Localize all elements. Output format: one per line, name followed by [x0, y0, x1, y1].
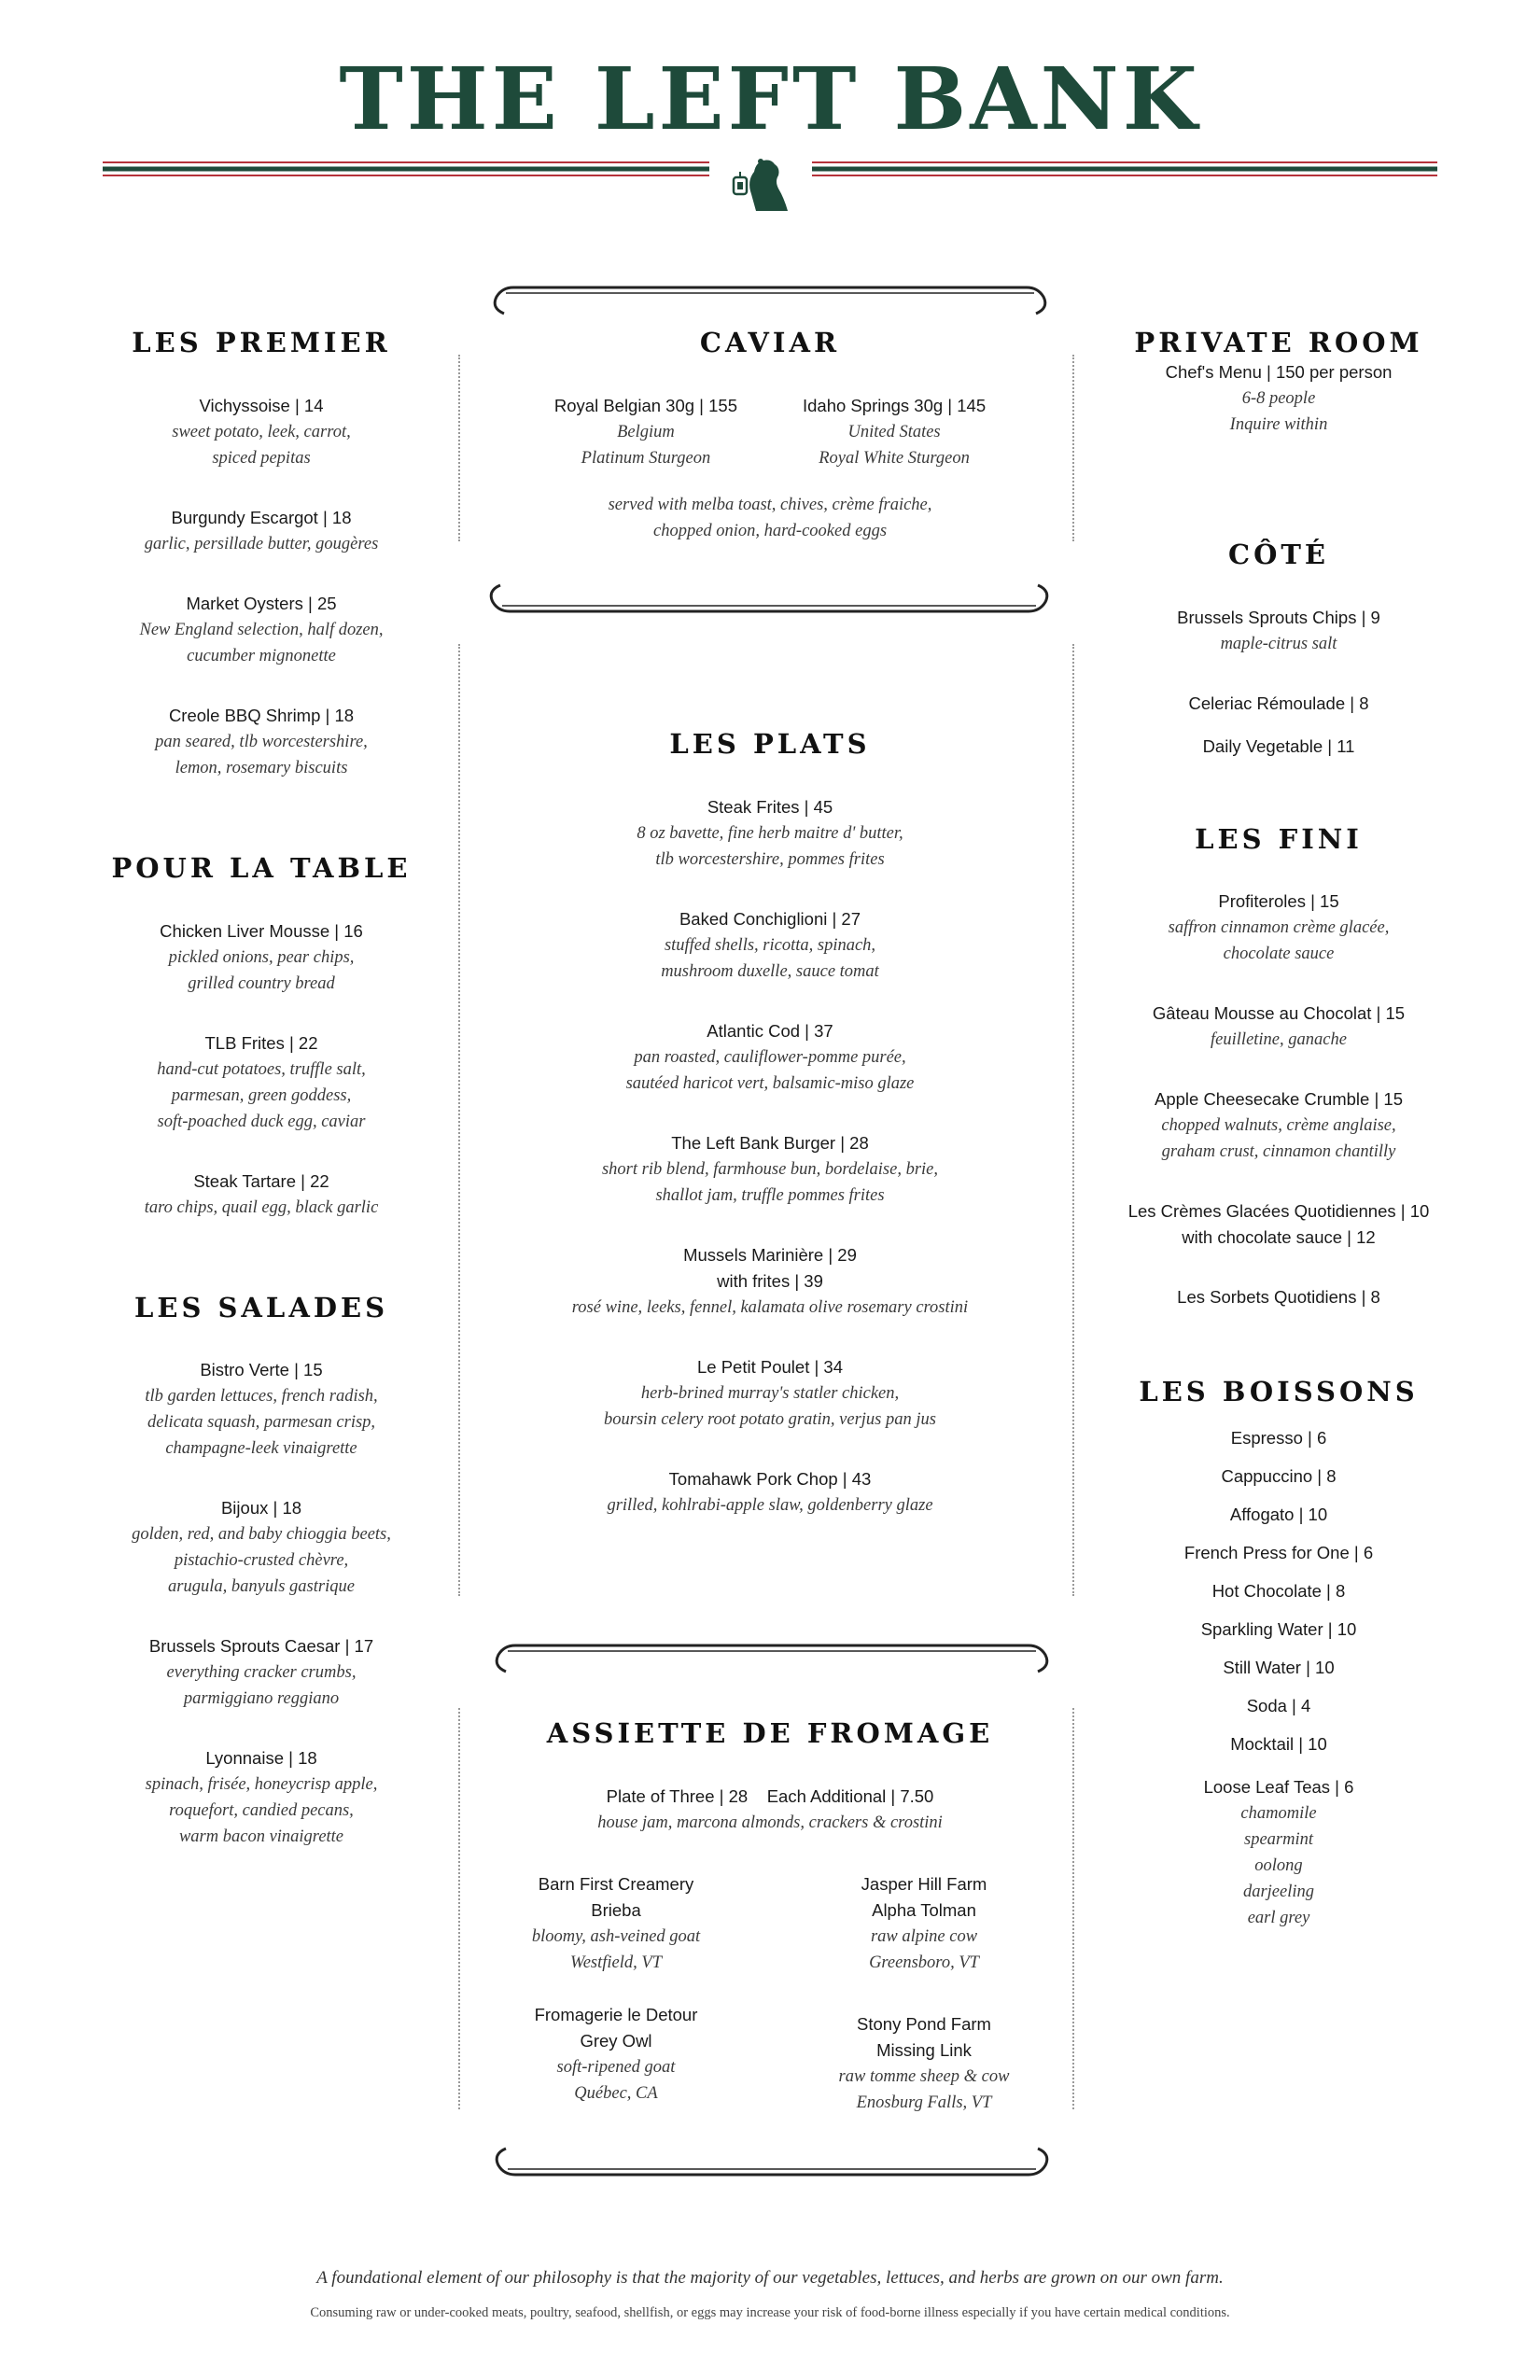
item-desc: 8 oz bavette, fine herb maitre d' butter, tlb worcestershire, pommes frites [637, 823, 903, 869]
menu-item [467, 1466, 1073, 1519]
item-desc: grilled, kohlrabi-apple slaw, goldenberry glaze [607, 1495, 933, 1515]
item-desc: short rib blend, farmhouse bun, bordelaise, brie, shallot jam, truffle pommes frites [601, 1159, 939, 1205]
item-desc: chamomile spearmint oolong darjeeling earl grey [1240, 1804, 1317, 1928]
section-heading: LES PLATS [669, 728, 871, 760]
fromage-pricing: Plate of Three | 28 Each Additional | 7.50 [606, 1785, 934, 1806]
item-name: Chicken Liver Mousse | 16 [160, 920, 363, 941]
drink-item: Sparkling Water | 10 [1200, 1619, 1357, 1640]
menu-item [1101, 889, 1456, 967]
section-les-boissons [1101, 1376, 1456, 1931]
bear-lantern-logo-icon [734, 159, 788, 211]
section-les-salades [93, 1292, 429, 1851]
fromage-top-bracket [487, 1638, 1057, 1685]
item-name: Brussels Sprouts Chips | 9 [1177, 607, 1380, 627]
section-heading: POUR LA TABLE [111, 851, 412, 884]
right-column [1101, 327, 1456, 1931]
fromage-note: house jam, marcona almonds, crackers & crostini [597, 1813, 943, 1832]
drink-item: Cappuccino | 8 [1221, 1466, 1337, 1487]
item-name: Steak Frites | 45 [707, 796, 833, 817]
item-desc: stuffed shells, ricotta, spinach, mushroom duxelle, sauce tomat [661, 935, 879, 981]
menu-item [1101, 1086, 1456, 1165]
item-desc: raw alpine cow Greensboro, VT [869, 1926, 979, 1972]
private-room-desc: 6-8 people Inquire within [1229, 388, 1328, 434]
item-name: Atlantic Cod | 37 [707, 1020, 833, 1041]
caviar-bottom-bracket [482, 574, 1057, 621]
menu-item [467, 794, 1073, 873]
item-desc: herb-brined murray's statler chicken, boursin celery root potato gratin, verjus pan jus [604, 1383, 936, 1429]
section-cote [1101, 539, 1456, 760]
drink-item: Mocktail | 10 [1230, 1734, 1327, 1755]
menu-item [467, 1242, 1073, 1321]
item-name: Le Petit Poulet | 34 [697, 1356, 843, 1377]
rule-left [103, 162, 709, 175]
drink-item: Hot Chocolate | 8 [1211, 1581, 1346, 1602]
item-name: Burgundy Escargot | 18 [171, 507, 352, 527]
item-desc: soft-ripened goat Québec, CA [556, 2057, 676, 2103]
section-heading: CAVIAR [699, 327, 841, 358]
caviar-list [467, 393, 1073, 471]
item-name: Brussels Sprouts Caesar | 17 [148, 1636, 374, 1657]
section-assiette-de-fromage [467, 1717, 1073, 2116]
cheese-item [784, 2011, 1064, 2116]
item-desc: sweet potato, leek, carrot, spiced pepitas [172, 422, 351, 468]
item-name: Vichyssoise | 14 [199, 395, 324, 415]
item-desc: hand-cut potatoes, truffle salt, parmesan, green goddess, soft-poached duck egg, caviar [157, 1059, 366, 1131]
menu-item [93, 1495, 429, 1600]
item-desc: rosé wine, leeks, fennel, kalamata olive rosemary crostini [571, 1297, 969, 1317]
item-desc: tlb garden lettuces, french radish, delicata squash, parmesan crisp, champagne-leek vinaigrette [145, 1387, 378, 1459]
item-name: Jasper Hill Farm Alpha Tolman [861, 1873, 987, 1920]
item-name: Fromagerie le Detour Grey Owl [534, 2004, 698, 2051]
item-desc: saffron cinnamon crème glacée, chocolate sauce [1168, 918, 1390, 964]
item-desc: pan seared, tlb worcestershire, lemon, rosemary biscuits [155, 732, 368, 777]
item-name: Profiteroles | 15 [1218, 891, 1339, 912]
menu-item [93, 1169, 429, 1221]
menu-item [1101, 734, 1456, 760]
item-name: Loose Leaf Teas | 6 [1203, 1777, 1354, 1798]
section-heading: LES PREMIER [132, 327, 391, 358]
section-caviar [467, 327, 1073, 544]
restaurant-title: THE LEFT BANK [339, 49, 1201, 149]
private-room-pricing: Chef's Menu | 150 per person [1165, 361, 1393, 382]
menu-item [93, 1030, 429, 1135]
item-name: Stony Pond Farm Missing Link [857, 2013, 991, 2060]
item-desc: raw tomme sheep & cow Enosburg Falls, VT [838, 2066, 1010, 2112]
item-desc: feuilletine, ganache [1211, 1030, 1347, 1050]
menu-item [467, 1354, 1073, 1433]
health-warning: Consuming raw or under-cooked meats, poultry, seafood, shellfish, or eggs may increase your risk of food-borne illness especially if you have certain medical conditions. [310, 2305, 1230, 2320]
farm-philosophy-note: A foundational element of our philosophy is that the majority of our vegetables, lettuces, and herbs are grown on our own farm. [316, 2268, 1224, 2288]
item-name: Bistro Verte | 15 [200, 1360, 323, 1380]
menu-item [467, 906, 1073, 985]
item-name: Les Crèmes Glacées Quotidiennes | 10 with chocolate sauce | 12 [1127, 1201, 1430, 1248]
cheese-item [476, 1871, 756, 1976]
rule-right [812, 162, 1437, 175]
menu-item [93, 1357, 429, 1462]
item-desc: pan roasted, cauliflower-pomme purée, sautéed haricot vert, balsamic-miso glaze [625, 1047, 915, 1093]
item-name: Les Sorbets Quotidiens | 8 [1177, 1287, 1380, 1308]
section-heading: CÔTÉ [1227, 538, 1330, 570]
cheese-item [784, 1871, 1064, 1976]
section-les-plats [467, 728, 1073, 1519]
item-desc: spinach, frisée, honeycrisp apple, roquefort, candied pecans, warm bacon vinaigrette [145, 1775, 378, 1847]
cheese-list [467, 1871, 1073, 2116]
item-desc: taro chips, quail egg, black garlic [144, 1197, 379, 1217]
section-les-fini [1101, 823, 1456, 1311]
item-desc: everything cracker crumbs, parmiggiano reggiano [166, 1663, 357, 1709]
fromage-bottom-bracket [487, 2137, 1057, 2184]
section-heading: LES SALADES [133, 1291, 389, 1323]
item-name: Gâteau Mousse au Chocolat | 15 [1152, 1003, 1406, 1024]
item-name: Market Oysters | 25 [186, 593, 337, 613]
menu-item [93, 591, 429, 669]
menu-item [93, 918, 429, 997]
item-desc: bloomy, ash-veined goat Westfield, VT [531, 1926, 701, 1972]
item-name: Celeriac Rémoulade | 8 [1188, 693, 1369, 713]
item-name: The Left Bank Burger | 28 [671, 1132, 869, 1153]
menu-item [93, 703, 429, 781]
item-name: Steak Tartare | 22 [193, 1170, 329, 1191]
menu-item [1101, 1001, 1456, 1053]
menu-item [467, 1130, 1073, 1209]
item-name: Barn First Creamery Brieba [538, 1873, 694, 1920]
drink-item: Affogato | 10 [1229, 1505, 1328, 1525]
drink-item: Soda | 4 [1246, 1696, 1311, 1716]
item-desc: chopped walnuts, crème anglaise, graham crust, cinnamon chantilly [1161, 1116, 1396, 1162]
header-rules [103, 157, 1437, 213]
menu-item [93, 1745, 429, 1850]
item-desc: pickled onions, pear chips, grilled country bread [168, 947, 355, 993]
item-name: Idaho Springs 30g | 145 [803, 395, 987, 415]
menu-item [803, 393, 986, 471]
menu-item [93, 1633, 429, 1712]
menu-item [1101, 691, 1456, 717]
caviar-top-bracket [485, 280, 1055, 327]
item-desc: golden, red, and baby chioggia beets, pistachio-crusted chèvre, arugula, banyuls gastrique [132, 1525, 391, 1597]
menu-item [93, 393, 429, 471]
item-desc: New England selection, half dozen, cucumber mignonette [139, 620, 384, 665]
menu-item [1101, 1284, 1456, 1310]
drink-item: Still Water | 10 [1223, 1658, 1335, 1678]
tea-item [1101, 1774, 1456, 1931]
item-desc: Belgium Platinum Sturgeon [581, 422, 711, 468]
section-private-room [1101, 327, 1456, 438]
item-name: TLB Frites | 22 [204, 1032, 318, 1053]
menu-item [1101, 1198, 1456, 1251]
left-column [93, 327, 429, 1850]
section-heading: PRIVATE ROOM [1134, 327, 1423, 358]
section-pour-la-table [93, 852, 429, 1221]
section-heading: LES BOISSONS [1139, 1376, 1419, 1408]
section-les-premier [93, 327, 429, 781]
column-divider [458, 1708, 460, 2109]
item-name: Apple Cheesecake Crumble | 15 [1154, 1089, 1403, 1110]
menu-item [93, 505, 429, 557]
menu-item [467, 1018, 1073, 1097]
item-name: Royal Belgian 30g | 155 [553, 395, 737, 415]
item-name: Tomahawk Pork Chop | 43 [668, 1468, 872, 1489]
item-name: Lyonnaise | 18 [205, 1748, 317, 1769]
item-desc: maple-citrus salt [1220, 634, 1337, 653]
item-name: Daily Vegetable | 11 [1202, 735, 1355, 756]
item-name: Bijoux | 18 [220, 1498, 302, 1519]
section-heading: ASSIETTE DE FROMAGE [546, 1717, 994, 1749]
menu-item [554, 393, 737, 471]
drink-list [1101, 1425, 1456, 1931]
menu-item [1101, 605, 1456, 657]
item-desc: garlic, persillade butter, gougères [144, 534, 379, 553]
drink-item: French Press for One | 6 [1183, 1543, 1374, 1563]
item-name: Baked Conchiglioni | 27 [679, 908, 861, 929]
item-name: Creole BBQ Shrimp | 18 [168, 705, 355, 725]
drink-item: Espresso | 6 [1230, 1428, 1327, 1449]
cheese-item [476, 2002, 756, 2116]
section-heading: LES FINI [1195, 822, 1363, 855]
caviar-note: served with melba toast, chives, crème fraiche, chopped onion, hard-cooked eggs [608, 495, 932, 540]
column-divider [458, 644, 460, 1596]
column-divider [458, 355, 460, 541]
item-name: Mussels Marinière | 29 with frites | 39 [683, 1244, 857, 1291]
item-desc: United States Royal White Sturgeon [819, 422, 970, 468]
